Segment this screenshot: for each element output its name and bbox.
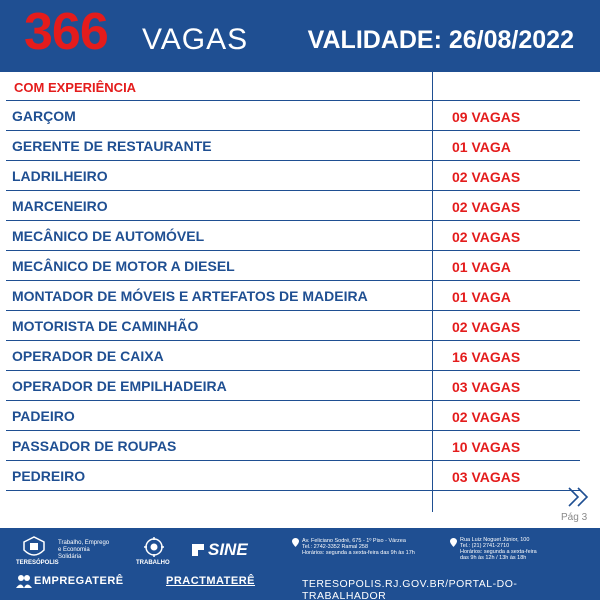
job-title: PASSADOR DE ROUPAS bbox=[12, 438, 177, 454]
table-row bbox=[6, 161, 580, 191]
people-icon bbox=[16, 574, 32, 588]
job-vacancies: 16 VAGAS bbox=[452, 349, 521, 365]
address-1-line3: Horários: segunda a sexta-feira das 9h às 17h bbox=[302, 550, 415, 556]
prefeitura-logo bbox=[14, 536, 124, 568]
job-title: MOTORISTA DE CAMINHÃO bbox=[12, 318, 199, 334]
vacancy-count: 366 bbox=[24, 3, 108, 61]
table-row bbox=[6, 101, 580, 131]
location-pin-icon bbox=[292, 538, 299, 547]
page-number: Pág 3 bbox=[561, 512, 588, 523]
address-1-line1: Av. Feliciano Sodré, 675 - 1º Piso - Várzea bbox=[302, 538, 406, 544]
validity-date: VALIDADE: 26/08/2022 bbox=[307, 26, 574, 54]
job-title: MECÂNICO DE AUTOMÓVEL bbox=[12, 228, 205, 244]
pref-line3: Solidária bbox=[58, 554, 82, 560]
job-title: LADRILHEIRO bbox=[12, 168, 108, 184]
sine-logo bbox=[190, 540, 260, 564]
job-vacancies: 02 VAGAS bbox=[452, 169, 521, 185]
job-title: OPERADOR DE CAIXA bbox=[12, 348, 164, 364]
job-vacancies: 02 VAGAS bbox=[452, 229, 521, 245]
job-vacancies: 10 VAGAS bbox=[452, 439, 521, 455]
table-row bbox=[6, 251, 580, 281]
job-vacancies: 01 VAGA bbox=[452, 259, 511, 275]
address-2-line4: das 9h às 12h / 13h às 18h bbox=[460, 555, 527, 561]
job-vacancies: 01 VAGA bbox=[452, 289, 511, 305]
table-row bbox=[6, 191, 580, 221]
job-title: MONTADOR DE MÓVEIS E ARTEFATOS DE MADEIRA bbox=[12, 288, 368, 304]
table-row bbox=[6, 131, 580, 161]
table-row bbox=[6, 401, 580, 431]
table-row bbox=[6, 461, 580, 491]
job-title: MECÂNICO DE MOTOR A DIESEL bbox=[12, 258, 235, 274]
address-2-line3: Horários: segunda a sexta-feira bbox=[460, 549, 537, 555]
pref-city: TERESÓPOLIS bbox=[16, 560, 59, 566]
table-row bbox=[6, 341, 580, 371]
job-title: MARCENEIRO bbox=[12, 198, 108, 214]
sine-text: SINE bbox=[208, 540, 248, 559]
empregatere-text: EMPREGATERÊ bbox=[34, 575, 124, 587]
table-row bbox=[6, 311, 580, 341]
job-title: PEDREIRO bbox=[12, 468, 86, 484]
table-row bbox=[6, 371, 580, 401]
pref-line1: Trabalho, Emprego bbox=[58, 540, 110, 546]
section-header bbox=[6, 72, 580, 101]
job-title: PADEIRO bbox=[12, 408, 75, 424]
table-row bbox=[6, 281, 580, 311]
job-vacancies: 02 VAGAS bbox=[452, 319, 521, 335]
job-vacancies: 09 VAGAS bbox=[452, 109, 521, 125]
footer bbox=[0, 528, 600, 600]
trabalho-logo bbox=[130, 536, 180, 568]
job-vacancies: 01 VAGA bbox=[452, 139, 511, 155]
job-title: GERENTE DE RESTAURANTE bbox=[12, 138, 212, 154]
job-vacancies: 03 VAGAS bbox=[452, 469, 521, 485]
address-2-line1: Rua Luiz Noguet Júnior, 100 bbox=[460, 537, 530, 543]
job-title: OPERADOR DE EMPILHADEIRA bbox=[12, 378, 227, 394]
trabalho-text: TRABALHO bbox=[136, 560, 170, 566]
job-vacancies: 02 VAGAS bbox=[452, 409, 521, 425]
address-1-line2: Tel.: 2742-3352 Ramal 258 bbox=[302, 544, 369, 550]
portal-url[interactable]: TERESOPOLIS.RJ.GOV.BR/PORTAL-DO-TRABALHADOR bbox=[302, 578, 518, 602]
sine-mark-icon bbox=[190, 542, 206, 558]
jobs-table bbox=[6, 72, 580, 491]
job-title: GARÇOM bbox=[12, 108, 76, 124]
address-2-line2: Tel.: (21) 2741-2710 bbox=[460, 543, 510, 549]
location-pin-icon bbox=[450, 538, 457, 547]
chevron-double-right-icon[interactable] bbox=[566, 486, 592, 508]
vagas-word: VAGAS bbox=[142, 23, 249, 56]
gear-emblem-icon bbox=[142, 536, 166, 558]
job-vacancies: 03 VAGAS bbox=[452, 379, 521, 395]
city-crest-icon bbox=[20, 536, 48, 560]
section-title: COM EXPERIÊNCIA bbox=[14, 80, 137, 95]
table-row bbox=[6, 221, 580, 251]
job-vacancies: 02 VAGAS bbox=[452, 199, 521, 215]
table-row bbox=[6, 431, 580, 461]
header-banner bbox=[0, 0, 600, 72]
practmatere-text: PRACTMATERÊ bbox=[166, 575, 256, 587]
pref-line2: e Economia bbox=[58, 547, 90, 553]
